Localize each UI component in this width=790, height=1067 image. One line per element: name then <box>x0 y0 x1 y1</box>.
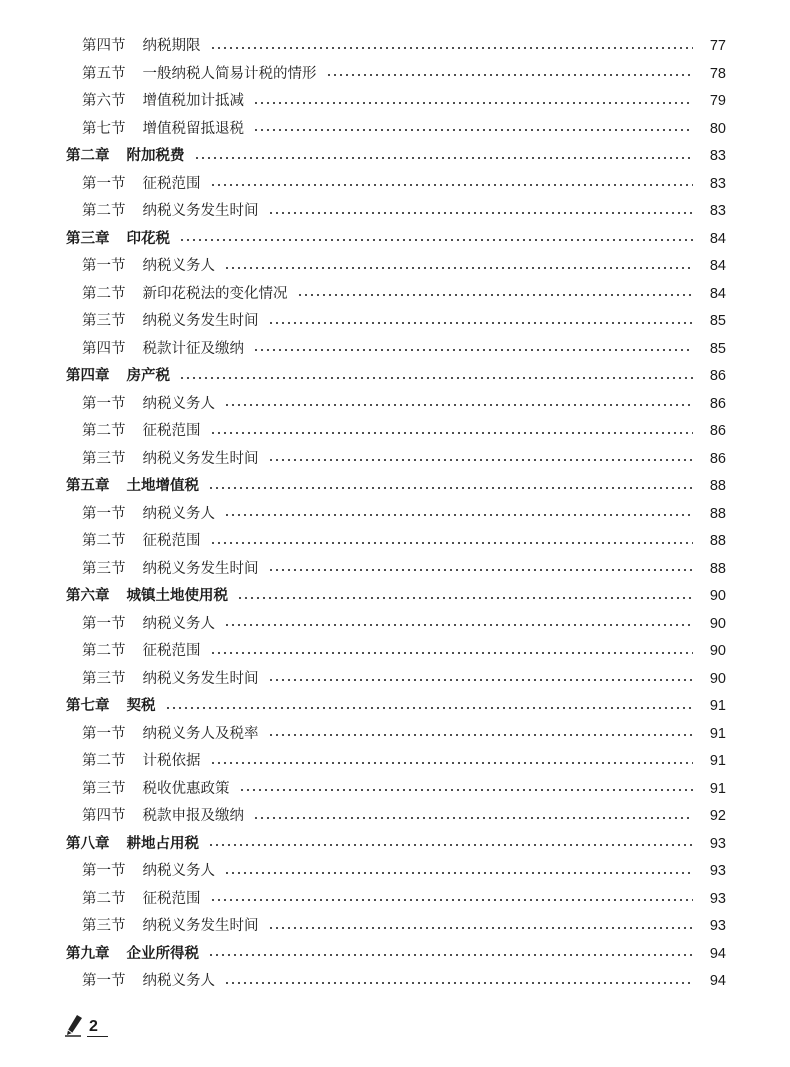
toc-entry-page: 88 <box>709 560 726 577</box>
toc-chapter-entry <box>0 583 790 611</box>
toc-section-entry <box>0 116 790 144</box>
toc-entry-page: 83 <box>709 175 726 192</box>
toc-chapter-entry <box>0 941 790 969</box>
toc-section-entry <box>0 528 790 556</box>
toc-entry-title: 纳税义务人 <box>142 615 215 632</box>
toc-entry-label: 第三节 <box>82 670 126 687</box>
toc-entry-title: 税收优惠政策 <box>142 780 230 797</box>
toc-entry-title: 纳税义务发生时间 <box>142 918 259 934</box>
toc-section-entry <box>0 748 790 776</box>
dot-leader <box>253 102 693 104</box>
toc-entry-label: 第二节 <box>82 533 126 549</box>
toc-entry-page: 90 <box>709 670 726 687</box>
toc-entry-page: 94 <box>709 945 726 962</box>
toc-section-entry <box>0 198 790 226</box>
toc-entry-label: 第四节 <box>82 808 126 824</box>
toc-entry-title: 纳税义务发生时间 <box>142 450 259 467</box>
toc-entry-label: 第四章 <box>66 368 110 384</box>
toc-entry-page: 93 <box>709 863 726 879</box>
toc-entry-label: 第三节 <box>82 313 126 329</box>
toc-entry-page: 86 <box>709 368 726 384</box>
toc-chapter-entry <box>0 473 790 501</box>
toc-entry-page: 92 <box>709 808 726 824</box>
toc-section-entry <box>0 913 790 941</box>
toc-entry-page: 86 <box>709 423 726 439</box>
toc-entry-label: 第一节 <box>82 395 126 412</box>
toc-section-entry <box>0 171 790 199</box>
dot-leader <box>268 459 694 461</box>
toc-section-entry <box>0 611 790 639</box>
toc-entry-title: 房产税 <box>126 368 170 384</box>
dot-leader <box>268 679 694 681</box>
toc-entry-label: 第二节 <box>82 285 126 302</box>
dot-leader <box>224 982 693 984</box>
toc-entry-page: 78 <box>709 65 726 82</box>
toc-section-entry <box>0 308 790 336</box>
dot-leader <box>224 514 693 516</box>
toc-chapter-entry <box>0 143 790 171</box>
toc-entry-label: 第四节 <box>82 38 126 54</box>
toc-section-entry <box>0 446 790 474</box>
toc-entry-label: 第二节 <box>82 890 126 907</box>
dot-leader <box>194 157 694 159</box>
toc-section-entry <box>0 391 790 419</box>
table-of-contents <box>0 33 790 996</box>
dot-leader <box>224 267 693 269</box>
dot-leader <box>165 707 694 709</box>
dot-leader <box>210 652 694 654</box>
dot-leader <box>268 734 694 736</box>
toc-entry-title: 一般纳税人简易计税的情形 <box>142 65 317 82</box>
toc-entry-label: 第九章 <box>66 945 110 962</box>
dot-leader <box>210 899 694 901</box>
toc-entry-title: 税款申报及缴纳 <box>142 808 244 824</box>
toc-entry-title: 征税范围 <box>142 533 201 549</box>
toc-entry-title: 征税范围 <box>142 423 201 439</box>
dot-leader <box>268 322 694 324</box>
toc-entry-label: 第二章 <box>66 148 110 164</box>
toc-section-entry <box>0 88 790 116</box>
dot-leader <box>208 487 693 489</box>
toc-entry-page: 88 <box>709 533 726 549</box>
toc-entry-label: 第五章 <box>66 478 110 494</box>
toc-entry-title: 土地增值税 <box>126 478 199 494</box>
toc-entry-title: 增值税加计抵减 <box>142 93 244 109</box>
dot-leader <box>268 569 694 571</box>
toc-entry-label: 第三章 <box>66 230 110 247</box>
toc-entry-label: 第三节 <box>82 780 126 797</box>
toc-entry-label: 第一节 <box>82 615 126 632</box>
dot-leader <box>268 927 694 929</box>
toc-entry-page: 83 <box>709 203 726 219</box>
toc-entry-title: 增值税留抵退税 <box>142 120 244 137</box>
dot-leader <box>224 872 693 874</box>
toc-entry-title: 纳税义务人 <box>142 505 215 522</box>
toc-entry-label: 第二节 <box>82 753 126 769</box>
toc-entry-title: 纳税义务发生时间 <box>142 670 259 687</box>
toc-entry-page: 91 <box>709 780 726 797</box>
toc-section-entry <box>0 721 790 749</box>
toc-section-entry <box>0 501 790 529</box>
toc-entry-title: 税款计征及缴纳 <box>142 340 244 357</box>
toc-entry-label: 第一节 <box>82 258 126 274</box>
toc-entry-page: 91 <box>709 753 726 769</box>
toc-entry-page: 77 <box>709 38 726 54</box>
dot-leader <box>326 74 694 76</box>
toc-section-entry <box>0 666 790 694</box>
toc-entry-title: 新印花税法的变化情况 <box>142 285 288 302</box>
toc-entry-label: 第一节 <box>82 863 126 879</box>
toc-entry-page: 90 <box>709 643 726 659</box>
toc-entry-label: 第六章 <box>66 588 110 604</box>
toc-entry-title: 印花税 <box>126 230 170 247</box>
dot-leader <box>179 239 693 241</box>
toc-entry-page: 79 <box>709 93 726 109</box>
toc-entry-title: 纳税义务人 <box>142 395 215 412</box>
toc-entry-page: 93 <box>709 918 726 934</box>
toc-entry-label: 第五节 <box>82 65 126 82</box>
dot-leader <box>239 789 694 791</box>
toc-entry-title: 纳税义务人 <box>142 258 215 274</box>
dot-leader <box>210 762 694 764</box>
dot-leader <box>210 47 694 49</box>
dot-leader <box>253 349 693 351</box>
toc-section-entry <box>0 638 790 666</box>
toc-entry-title: 计税依据 <box>142 753 201 769</box>
toc-entry-title: 纳税义务人 <box>142 863 215 879</box>
toc-chapter-entry <box>0 226 790 254</box>
toc-entry-label: 第三节 <box>82 450 126 467</box>
toc-entry-page: 80 <box>709 120 726 137</box>
toc-entry-title: 征税范围 <box>142 643 201 659</box>
toc-section-entry <box>0 336 790 364</box>
toc-entry-page: 93 <box>709 890 726 907</box>
toc-entry-title: 企业所得税 <box>126 945 199 962</box>
toc-chapter-entry <box>0 693 790 721</box>
toc-entry-label: 第二节 <box>82 203 126 219</box>
toc-entry-label: 第一节 <box>82 505 126 522</box>
page-footer <box>64 1009 108 1037</box>
page-number: 2 <box>87 1018 108 1037</box>
toc-entry-title: 纳税期限 <box>142 38 201 54</box>
toc-section-entry <box>0 556 790 584</box>
toc-entry-page: 91 <box>709 698 726 714</box>
toc-entry-page: 93 <box>709 835 726 852</box>
dot-leader <box>208 844 693 846</box>
toc-entry-title: 征税范围 <box>142 175 201 192</box>
toc-entry-label: 第八章 <box>66 835 110 852</box>
toc-entry-page: 86 <box>709 395 726 412</box>
toc-section-entry <box>0 776 790 804</box>
pencil-icon <box>64 1013 84 1037</box>
toc-entry-title: 纳税义务发生时间 <box>142 203 259 219</box>
toc-entry-title: 耕地占用税 <box>126 835 199 852</box>
toc-entry-title: 纳税义务人 <box>142 973 215 989</box>
dot-leader <box>237 597 693 599</box>
dot-leader <box>208 954 693 956</box>
toc-section-entry <box>0 803 790 831</box>
toc-entry-title: 城镇土地使用税 <box>126 588 228 604</box>
toc-entry-label: 第四节 <box>82 340 126 357</box>
toc-entry-title: 契税 <box>126 698 156 714</box>
toc-entry-page: 90 <box>709 615 726 632</box>
toc-entry-label: 第七节 <box>82 120 126 137</box>
dot-leader <box>253 129 693 131</box>
toc-entry-title: 纳税义务发生时间 <box>142 313 259 329</box>
toc-entry-page: 85 <box>709 340 726 357</box>
dot-leader <box>253 817 693 819</box>
dot-leader <box>224 404 693 406</box>
toc-entry-page: 86 <box>709 450 726 467</box>
toc-entry-title: 附加税费 <box>126 148 185 164</box>
toc-entry-label: 第三节 <box>82 918 126 934</box>
toc-section-entry <box>0 418 790 446</box>
toc-entry-label: 第二节 <box>82 423 126 439</box>
toc-entry-page: 84 <box>709 285 726 302</box>
toc-entry-label: 第二节 <box>82 643 126 659</box>
toc-section-entry <box>0 253 790 281</box>
dot-leader <box>210 184 694 186</box>
toc-section-entry <box>0 281 790 309</box>
toc-entry-title: 征税范围 <box>142 890 201 907</box>
toc-entry-page: 84 <box>709 258 726 274</box>
toc-entry-page: 85 <box>709 313 726 329</box>
dot-leader <box>210 432 694 434</box>
dot-leader <box>179 377 693 379</box>
toc-chapter-entry <box>0 363 790 391</box>
toc-section-entry <box>0 886 790 914</box>
toc-section-entry <box>0 33 790 61</box>
dot-leader <box>210 542 694 544</box>
toc-entry-label: 第一节 <box>82 973 126 989</box>
toc-section-entry <box>0 858 790 886</box>
toc-entry-label: 第三节 <box>82 560 126 577</box>
toc-entry-label: 第七章 <box>66 698 110 714</box>
toc-entry-label: 第一节 <box>82 725 126 742</box>
toc-entry-page: 84 <box>709 230 726 247</box>
toc-section-entry <box>0 61 790 89</box>
toc-entry-page: 91 <box>709 725 726 742</box>
dot-leader <box>268 212 694 214</box>
toc-entry-page: 90 <box>709 588 726 604</box>
dot-leader <box>297 294 694 296</box>
toc-entry-page: 88 <box>709 478 726 494</box>
dot-leader <box>224 624 693 626</box>
toc-entry-title: 纳税义务人及税率 <box>142 725 259 742</box>
toc-section-entry <box>0 968 790 996</box>
toc-entry-label: 第六节 <box>82 93 126 109</box>
toc-entry-page: 94 <box>709 973 726 989</box>
toc-entry-page: 83 <box>709 148 726 164</box>
toc-entry-page: 88 <box>709 505 726 522</box>
toc-entry-label: 第一节 <box>82 175 126 192</box>
toc-chapter-entry <box>0 831 790 859</box>
toc-entry-title: 纳税义务发生时间 <box>142 560 259 577</box>
